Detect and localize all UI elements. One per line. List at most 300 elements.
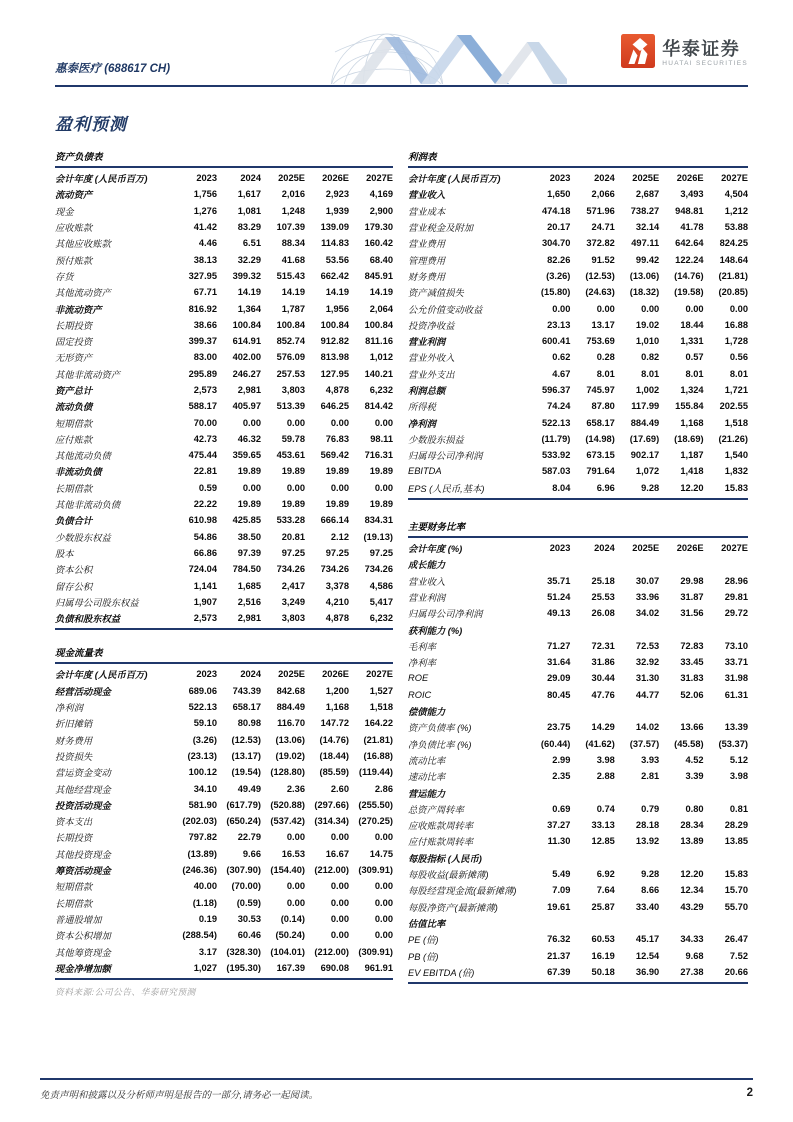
- row-label: 每股指标 (人民币): [408, 853, 482, 864]
- header-year: 2023: [549, 543, 571, 554]
- header-year: 2026E: [322, 173, 349, 184]
- cell-value: 51.24: [547, 591, 571, 602]
- cell-value: 27.38: [680, 966, 704, 977]
- table-row: [55, 366, 393, 382]
- cell-value: 1,168: [325, 702, 349, 713]
- row-label: 其他流动负债: [55, 451, 111, 462]
- header-year: 2023: [549, 173, 571, 184]
- cell-value: 797.82: [188, 832, 217, 843]
- cell-value: 453.61: [276, 450, 305, 461]
- header-year: 2027E: [366, 669, 393, 680]
- cell-value: 167.39: [276, 962, 305, 973]
- cell-value: 97.25: [325, 547, 349, 558]
- cell-value: 83.29: [237, 222, 261, 233]
- cell-value: 475.44: [188, 450, 217, 461]
- cell-value: 55.70: [724, 901, 748, 912]
- page-header: [55, 0, 748, 87]
- cell-value: 76.32: [547, 934, 571, 945]
- cell-value: (14.98): [585, 433, 615, 444]
- cell-value: 513.39: [276, 401, 305, 412]
- cell-value: 11.30: [547, 836, 571, 847]
- cell-value: 2,064: [369, 303, 393, 314]
- cell-value: 0.00: [330, 930, 349, 941]
- cell-value: 34.02: [635, 608, 660, 619]
- cell-value: 246.27: [232, 368, 261, 379]
- cell-value: 658.17: [232, 702, 261, 713]
- row-label: EV EBITDA (倍): [408, 967, 475, 978]
- cell-value: 0.00: [286, 832, 305, 843]
- row-label: 普通股增加: [55, 914, 102, 925]
- row-label: EBITDA: [408, 466, 442, 477]
- page-number: 2: [746, 1087, 753, 1099]
- cell-value: 948.81: [675, 205, 704, 216]
- row-label: 获利能力 (%): [408, 625, 463, 636]
- cell-value: 4,586: [369, 580, 393, 591]
- cell-value: 0.00: [330, 832, 349, 843]
- table-row: [55, 186, 393, 202]
- cell-value: 30.53: [237, 913, 261, 924]
- cell-value: 14.02: [635, 722, 660, 733]
- cell-value: 80.98: [237, 718, 261, 729]
- cell-value: 98.11: [370, 433, 393, 444]
- cell-value: 1,907: [193, 596, 217, 607]
- header-year: 2026E: [676, 543, 704, 554]
- cell-value: (212.00): [314, 865, 349, 876]
- header-year: 2025E: [278, 173, 305, 184]
- header-year: 2025E: [632, 543, 660, 554]
- cell-value: 9.28: [641, 869, 660, 880]
- cell-value: 4.46: [198, 238, 217, 249]
- cell-value: 34.33: [680, 934, 704, 945]
- cell-value: 25.53: [591, 591, 615, 602]
- cell-value: 738.27: [630, 205, 660, 216]
- row-label: 速动比率: [408, 772, 446, 783]
- table-row: [55, 894, 393, 910]
- cell-value: 2.12: [330, 531, 349, 542]
- table-row: [55, 829, 393, 845]
- cell-value: 884.49: [630, 417, 660, 428]
- cell-value: 53.88: [724, 222, 748, 233]
- cell-value: 2,687: [635, 189, 660, 200]
- balance-sheet-table: [55, 166, 393, 630]
- section-row: [408, 703, 748, 719]
- cell-value: 100.84: [320, 319, 349, 330]
- cell-value: 614.91: [232, 336, 261, 347]
- row-label: 偿债能力: [408, 707, 446, 718]
- cell-value: 834.31: [364, 515, 393, 526]
- table-title: 主要财务比率: [408, 521, 466, 533]
- table-row: [408, 866, 748, 882]
- cell-value: 0.00: [330, 881, 349, 892]
- row-label: 总资产周转率: [408, 804, 464, 815]
- row-label: 营业利润: [408, 592, 446, 603]
- cell-value: 29.09: [547, 673, 571, 684]
- row-label: 营业成本: [408, 206, 446, 217]
- cell-value: 33.96: [635, 591, 660, 602]
- cell-value: 571.96: [586, 205, 615, 216]
- section-row: [408, 850, 748, 866]
- cell-value: 31.30: [635, 673, 660, 684]
- cell-value: 70.00: [193, 417, 217, 428]
- cell-value: 402.00: [232, 352, 261, 363]
- brand-name: 华泰证券: [662, 38, 741, 59]
- cell-value: 0.00: [330, 913, 349, 924]
- cell-value: 5.49: [552, 869, 571, 880]
- cell-value: 658.17: [586, 417, 615, 428]
- cell-value: 25.87: [591, 901, 615, 912]
- cell-value: 0.57: [685, 352, 704, 363]
- cell-value: 117.99: [631, 401, 660, 412]
- cell-value: 0.69: [552, 803, 571, 814]
- cell-value: 2,573: [193, 385, 217, 395]
- table-row: [55, 529, 393, 545]
- cell-value: 9.28: [641, 482, 660, 493]
- row-label: 成长能力: [408, 560, 446, 571]
- cell-value: 12.20: [680, 869, 704, 880]
- cell-value: 2,573: [193, 613, 217, 624]
- cell-value: 41.78: [680, 222, 704, 233]
- cash-flow-table: [55, 662, 393, 980]
- cell-value: 34.10: [193, 783, 217, 794]
- cell-value: 29.98: [680, 575, 704, 586]
- cell-value: 0.00: [374, 913, 393, 924]
- table-row: [55, 333, 393, 349]
- cell-value: 1,081: [237, 205, 261, 216]
- row-label: 资本公积增加: [55, 931, 111, 942]
- row-label: 其他经营现金: [55, 784, 111, 795]
- cell-value: 13.89: [680, 836, 704, 847]
- row-label: 留存公积: [55, 581, 93, 592]
- table-row: [55, 927, 393, 943]
- cell-value: (50.24): [275, 930, 305, 941]
- cell-value: (23.13): [187, 750, 217, 761]
- cell-value: 304.70: [541, 238, 571, 249]
- cell-value: (20.85): [718, 287, 748, 298]
- cell-value: 114.83: [321, 238, 349, 249]
- row-label: 存货: [55, 271, 74, 282]
- cell-value: 100.84: [276, 319, 305, 330]
- cell-value: 8.66: [641, 885, 660, 896]
- cell-value: 6.92: [596, 869, 615, 880]
- table-row: [408, 317, 748, 333]
- cell-value: (104.01): [270, 946, 305, 957]
- cell-value: 1,418: [680, 466, 704, 477]
- cell-value: 44.77: [635, 689, 660, 700]
- row-label: 所得税: [408, 402, 436, 413]
- cell-value: 30.44: [591, 673, 615, 684]
- page-title: 盈利预测: [55, 115, 127, 134]
- cell-value: 425.85: [232, 515, 261, 526]
- cell-value: 824.25: [719, 238, 748, 249]
- cell-value: 16.88: [724, 319, 748, 330]
- cell-value: 19.89: [281, 499, 305, 510]
- cell-value: 587.03: [541, 466, 571, 477]
- cell-value: 0.00: [330, 417, 349, 428]
- ratios-table: [408, 536, 748, 984]
- table-row: [55, 878, 393, 894]
- cell-value: 12.20: [680, 482, 704, 493]
- row-label: 净利率: [408, 658, 436, 669]
- cell-value: 689.06: [188, 685, 217, 696]
- row-label: 流动资产: [55, 190, 93, 201]
- row-label: 归属母公司股东权益: [55, 597, 139, 608]
- cell-value: 59.78: [281, 433, 305, 444]
- cell-value: 3,493: [680, 189, 704, 200]
- cell-value: 32.14: [635, 222, 660, 233]
- cell-value: 38.50: [237, 531, 261, 542]
- cell-value: 3.93: [641, 754, 660, 765]
- cell-value: 5.12: [729, 754, 748, 765]
- cell-value: 1,248: [281, 205, 305, 216]
- row-label: 长期投资: [55, 320, 93, 331]
- row-label: 非流动资产: [55, 304, 102, 315]
- row-label: 其他应收账款: [55, 239, 111, 250]
- cell-value: (14.76): [319, 734, 349, 745]
- row-label: 毛利率: [408, 641, 436, 652]
- cell-value: 38.13: [193, 254, 217, 265]
- table-row: [55, 846, 393, 862]
- cell-value: 67.71: [193, 287, 217, 298]
- cell-value: 13.92: [635, 836, 660, 847]
- cell-value: 4.52: [685, 754, 704, 765]
- cell-value: 2.99: [552, 754, 571, 765]
- cell-value: 1,276: [193, 205, 217, 216]
- cell-value: 1,212: [724, 205, 748, 216]
- row-label: 利润总额: [408, 386, 446, 396]
- row-label: 净负债比率 (%): [408, 739, 472, 750]
- cell-value: 0.62: [552, 352, 571, 363]
- cell-value: 97.25: [281, 547, 305, 558]
- cell-value: 1,141: [193, 580, 217, 591]
- cell-value: 14.75: [369, 848, 393, 859]
- table-row: [408, 898, 748, 914]
- cell-value: (45.58): [674, 738, 704, 749]
- header-year: 2025E: [632, 173, 660, 184]
- table-row: [408, 882, 748, 898]
- cell-value: 20.17: [547, 222, 571, 233]
- cell-value: 14.19: [325, 287, 349, 298]
- cell-value: 0.00: [330, 482, 349, 493]
- company-name: 惠泰医疗 (688617 CH): [55, 63, 171, 75]
- cell-value: 91.52: [591, 254, 615, 265]
- cell-value: 1,939: [325, 205, 349, 216]
- cell-value: 1,027: [193, 962, 217, 973]
- row-label: 资产总计: [55, 386, 93, 396]
- header-year: 2027E: [721, 543, 748, 554]
- cell-value: 8.01: [596, 368, 615, 379]
- cell-value: 743.39: [232, 685, 261, 696]
- cell-value: 533.28: [276, 515, 305, 526]
- cell-value: 724.04: [188, 564, 217, 575]
- cell-value: 23.13: [547, 319, 571, 330]
- left-column: [55, 149, 393, 1013]
- cell-value: (60.44): [540, 738, 571, 749]
- cell-value: 2.86: [374, 783, 393, 794]
- main-content: [55, 110, 748, 1013]
- cell-value: 41.42: [193, 222, 217, 233]
- row-label: 每股净资产(最新摊薄): [408, 902, 498, 913]
- table-header-row: [408, 170, 748, 186]
- cell-value: 46.32: [237, 433, 261, 444]
- row-label: 营业利润: [408, 337, 446, 348]
- cell-value: 2,417: [281, 580, 305, 591]
- cell-value: (650.24): [226, 816, 261, 827]
- cell-value: 0.19: [198, 913, 217, 924]
- cell-value: 1,012: [369, 352, 393, 363]
- cell-value: 2.36: [286, 783, 305, 794]
- cell-value: 14.29: [591, 722, 615, 733]
- cell-value: 3,249: [281, 596, 305, 607]
- cell-value: 842.68: [276, 685, 305, 696]
- table-row: [55, 561, 393, 577]
- row-label: 财务费用: [408, 271, 446, 282]
- cell-value: 19.89: [369, 466, 393, 477]
- row-label: 流动负债: [55, 402, 93, 413]
- cell-value: (14.76): [674, 270, 704, 281]
- cell-value: 642.64: [675, 238, 704, 249]
- row-label: 应收账款周转率: [408, 821, 474, 832]
- row-label: 营业费用: [408, 239, 446, 250]
- cell-value: 0.00: [374, 417, 393, 428]
- table-row: [55, 382, 393, 398]
- table-row: [55, 512, 393, 528]
- cell-value: 0.80: [685, 803, 704, 814]
- row-label: 资本公积: [55, 565, 93, 576]
- cell-value: 19.89: [281, 466, 305, 477]
- cell-value: 72.53: [635, 640, 660, 651]
- cell-value: (288.54): [182, 930, 217, 941]
- cell-value: 884.49: [276, 702, 305, 713]
- row-label: 应付账款: [55, 434, 93, 445]
- cell-value: 13.66: [680, 722, 704, 733]
- cell-value: 12.85: [591, 836, 615, 847]
- cell-value: (85.59): [319, 767, 349, 778]
- cell-value: (212.00): [314, 946, 349, 957]
- cell-value: 33.71: [724, 657, 748, 668]
- table-row: [55, 545, 393, 561]
- table-row: [408, 235, 748, 251]
- row-label: 净利润: [408, 418, 436, 429]
- cell-value: 533.92: [541, 450, 571, 461]
- cell-value: (3.26): [192, 734, 217, 745]
- table-row: [408, 573, 748, 589]
- cell-value: 690.08: [320, 962, 349, 973]
- cell-value: 2,066: [591, 189, 615, 200]
- cell-value: 71.27: [547, 640, 571, 651]
- header-year: 2026E: [676, 173, 704, 184]
- cell-value: (119.44): [358, 767, 393, 778]
- cell-value: 97.25: [369, 547, 393, 558]
- table-title: 利润表: [408, 152, 437, 163]
- cell-value: (13.89): [187, 848, 217, 859]
- cell-value: 15.83: [724, 869, 748, 880]
- row-label: 短期借款: [55, 418, 93, 429]
- cell-value: 22.79: [237, 832, 261, 843]
- cell-value: 646.25: [320, 401, 349, 412]
- cell-value: 3,803: [281, 385, 305, 395]
- cell-value: 33.45: [680, 657, 704, 668]
- cell-value: 32.29: [237, 254, 261, 265]
- table-row: [408, 414, 748, 430]
- table-row: [408, 268, 748, 284]
- cell-value: 845.91: [364, 270, 393, 281]
- table-row: [408, 300, 748, 316]
- cell-value: (270.25): [358, 816, 393, 827]
- cell-value: (16.88): [363, 750, 393, 761]
- cell-value: 576.09: [276, 352, 305, 363]
- cell-value: 87.80: [591, 401, 615, 412]
- cell-value: 753.69: [586, 336, 615, 347]
- cell-value: 14.19: [369, 287, 393, 298]
- table-row: [408, 333, 748, 349]
- cell-value: 12.54: [635, 950, 660, 961]
- cell-value: (309.91): [358, 865, 393, 876]
- cell-value: 31.87: [680, 591, 704, 602]
- cell-value: 148.64: [719, 254, 748, 265]
- cell-value: 36.90: [635, 966, 660, 977]
- row-label: PB (倍): [408, 951, 439, 962]
- right-column: [408, 149, 748, 1013]
- cell-value: 4,504: [724, 189, 748, 200]
- row-label: ROE: [408, 673, 429, 684]
- cell-value: 399.37: [188, 336, 217, 347]
- cell-value: 1,518: [369, 702, 393, 713]
- cell-value: 13.85: [724, 836, 748, 847]
- cell-value: 50.18: [591, 966, 615, 977]
- cell-value: 1,728: [724, 336, 748, 347]
- table-row: [408, 768, 748, 784]
- table-row: [408, 366, 748, 382]
- cell-value: (41.62): [585, 738, 615, 749]
- cell-value: 21.37: [547, 950, 571, 961]
- cell-value: 31.83: [680, 673, 704, 684]
- header-year: 2023: [196, 669, 217, 680]
- cell-value: (309.91): [358, 946, 393, 957]
- cell-value: 107.39: [276, 222, 305, 233]
- cell-value: 474.18: [541, 205, 571, 216]
- cell-value: 4.67: [552, 368, 571, 379]
- cell-value: 13.17: [591, 319, 615, 330]
- cell-value: 140.21: [364, 368, 393, 379]
- cell-value: 1,364: [237, 303, 261, 314]
- header-year: 2026E: [322, 669, 349, 680]
- cell-value: 74.24: [547, 401, 571, 412]
- cell-value: 734.26: [320, 564, 349, 575]
- table-row: [55, 268, 393, 284]
- header-year: 2024: [594, 173, 615, 184]
- table-row: [408, 251, 748, 267]
- cell-value: 1,324: [680, 385, 704, 395]
- cell-value: 1,331: [680, 336, 704, 347]
- table-row: [55, 203, 393, 219]
- table-row: [408, 817, 748, 833]
- cell-value: 0.00: [641, 303, 660, 314]
- page-footer: [40, 1078, 753, 1101]
- cell-value: 852.74: [276, 336, 305, 347]
- cell-value: 1,650: [547, 189, 571, 200]
- cell-value: 67.39: [547, 966, 571, 977]
- row-label: 每股经营现金流(最新摊薄): [408, 886, 517, 897]
- table-row: [55, 683, 393, 699]
- cell-value: 26.08: [591, 608, 615, 619]
- cell-value: 2,516: [237, 596, 261, 607]
- table-row: [408, 431, 748, 447]
- cell-value: 811.16: [365, 336, 393, 347]
- table-row: [408, 736, 748, 752]
- cell-value: 29.72: [724, 608, 748, 619]
- income-statement-table: [408, 166, 748, 500]
- cell-value: 15.70: [724, 885, 748, 896]
